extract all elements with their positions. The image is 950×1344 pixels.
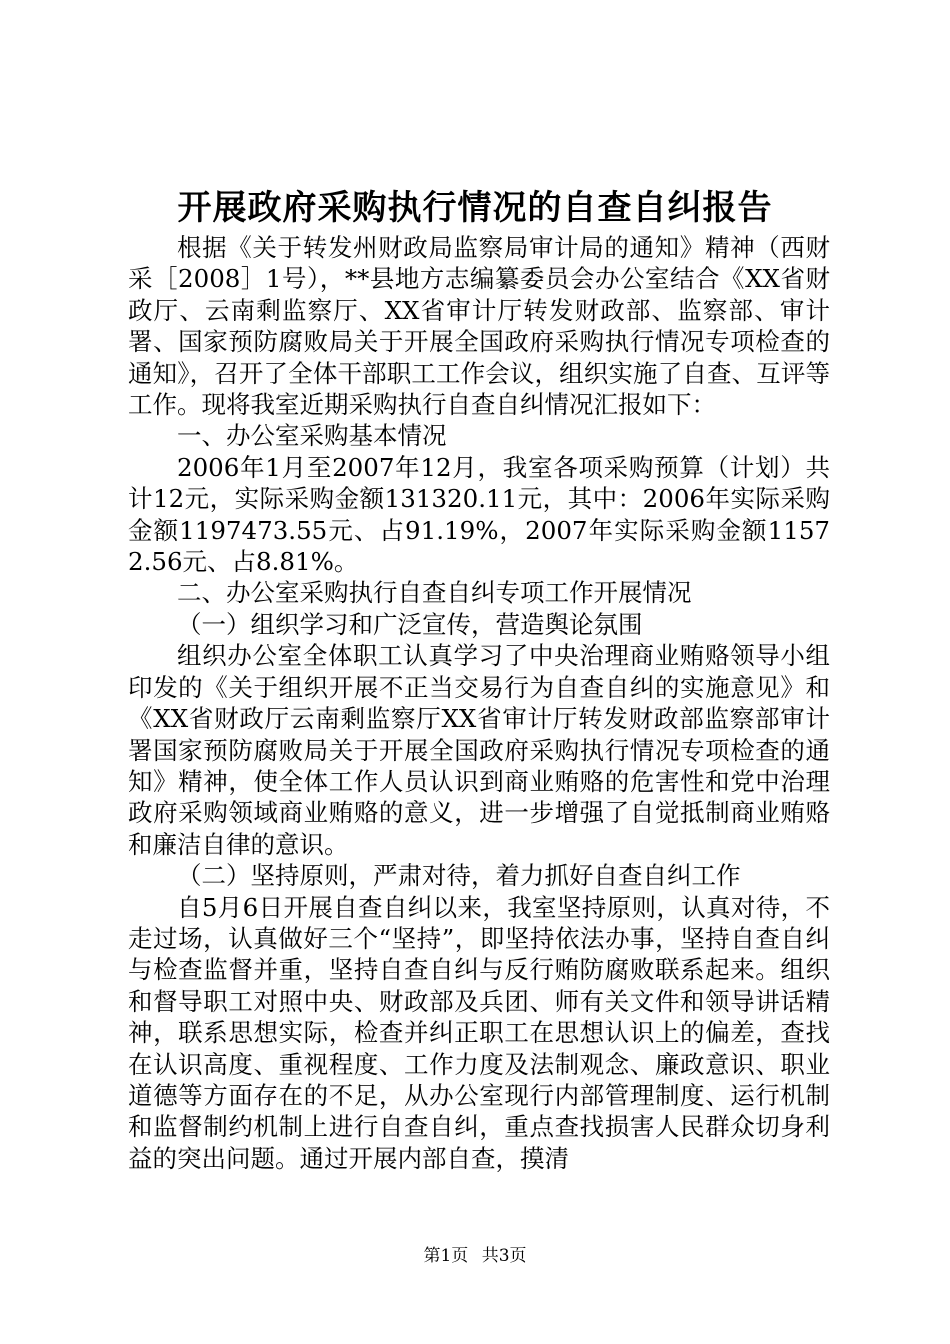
subsection-heading-2: （二）坚持原则，严肃对待，着力抓好自查自纠工作 (177, 861, 741, 891)
subsection-heading-1: （一）组织学习和广泛宣传，营造舆论氛围 (177, 609, 643, 639)
paragraph-self-inspection: 自5月6日开展自查自纠以来，我室坚持原则，认真对待，不走过场，认真做好三个“坚持”，即坚持依法办事，坚持自查自纠与检查监督并重，坚持自查自纠与反行贿防腐败联系起来。组织和督导职工对照中央、财政部及兵团、师有关文件和领导讲话精神，联系思想实际，检查并纠正职工在思想认识上的偏差，查找在认识高度、重视程度、工作力度及法制观念、廉政意识、职业道德等方面存在的不足，从办公室现行内部管理制度、运行机制和监督制约机制上进行自查自纠，重点查找损害人民群众切身利益的突出问题。通过开展内部自查，摸清 (128, 892, 830, 1173)
section-heading-1: 一、办公室采购基本情况 (177, 421, 447, 451)
paragraph-intro: 根据《关于转发州财政局监察局审计局的通知》精神（西财采［2008］1号），**县地方志编纂委员会办公室结合《XX省财政厅、云南剩监察厅、XX省审计厅转发财政部、监察部、审计署、国家预防腐败局关于开展全国政府采购执行情况专项检查的通知》，召开了全体干部职工工作会议，组织实施了自查、互评等工作。现将我室近期采购执行自查自纠情况汇报如下： (128, 233, 830, 420)
page-number: 第1页 (423, 1246, 469, 1266)
paragraph-study: 组织办公室全体职工认真学习了中央治理商业贿赂领导小组印发的《关于组织开展不正当交易行为自查自纠的实施意见》和《XX省财政厅云南剩监察厅XX省审计厅转发财政部监察部审计署国家预防腐败局关于开展全国政府采购执行情况专项检查的通知》精神，使全体工作人员认识到商业贿赂的危害性和党中治理政府采购领域商业贿赂的意义，进一步增强了自觉抵制商业贿赂和廉洁自律的意识。 (128, 641, 830, 859)
document-title: 开展政府采购执行情况的自查自纠报告 (177, 188, 773, 228)
document-body (128, 232, 830, 1174)
page-total: 共3页 (481, 1246, 527, 1266)
section-heading-2: 二、办公室采购执行自查自纠专项工作开展情况 (177, 578, 692, 608)
paragraph-purchase-summary: 2006年1月至2007年12月，我室各项采购预算（计划）共计12元，实际采购金额131320.11元，其中：2006年实际采购金额1197473.55元、占91.19%，2007年实际采购金额11572.56元、占8.81%。 (128, 452, 830, 577)
page-footer (0, 1244, 950, 1268)
